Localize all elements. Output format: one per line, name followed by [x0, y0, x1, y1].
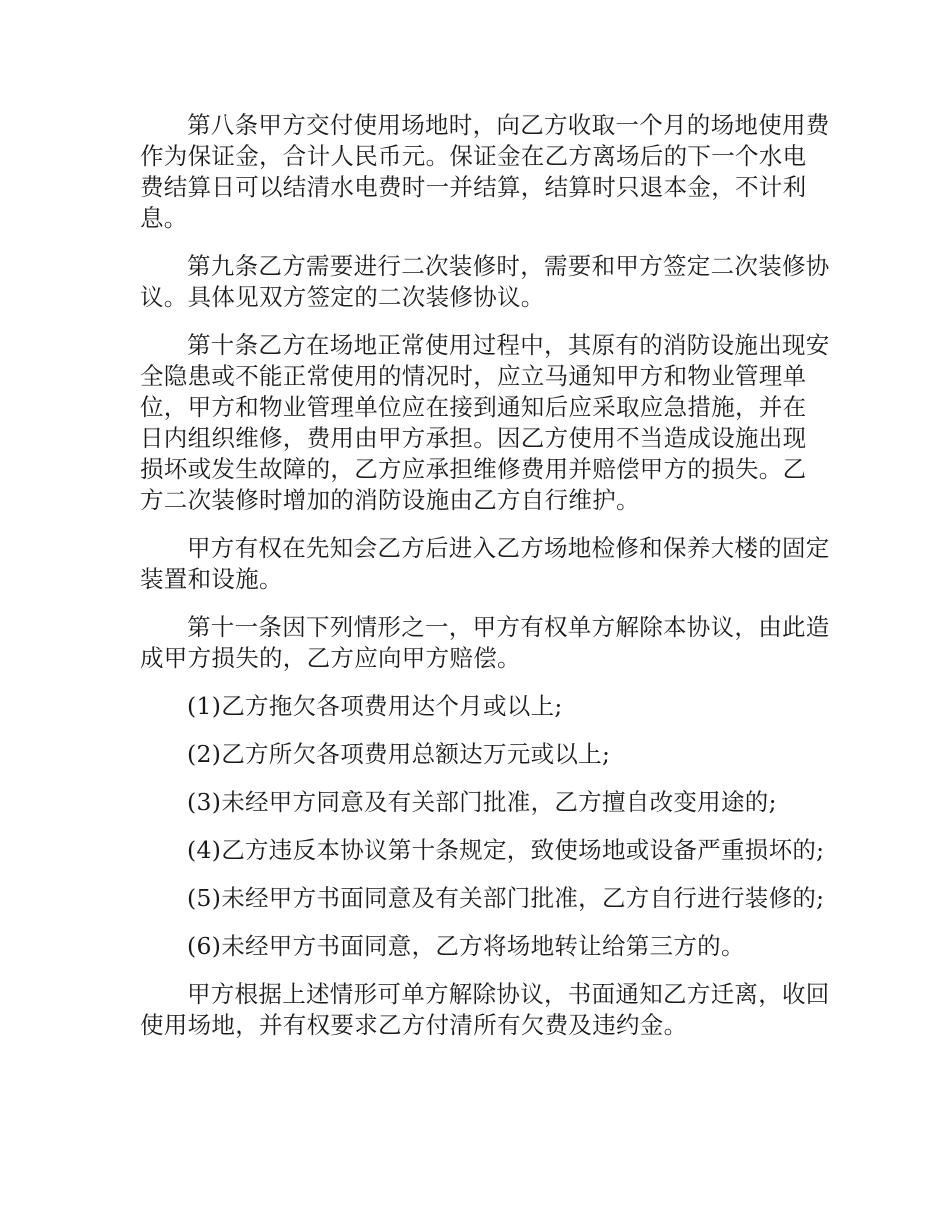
document-body — [140, 110, 830, 1058]
clause-item-5: (5)未经甲方书面同意及有关部门批准，乙方自行进行装修的; — [187, 884, 825, 912]
clause-item-3: (3)未经甲方同意及有关部门批准，乙方擅自改变用途的; — [187, 788, 777, 816]
clause-item-4: (4)乙方违反本协议第十条规定，致使场地或设备严重损坏的; — [187, 836, 825, 864]
article-8-paragraph: 第八条甲方交付使用场地时，向乙方收取一个月的场地使用费作为保证金，合计人民币元。保证金在乙方离场后的下一个水电费结算日可以结清水电费时一并结算，结算时只退本金，不计利息。 — [140, 111, 830, 232]
termination-paragraph: 甲方根据上述情形可单方解除协议，书面通知乙方迁离，收回使用场地，并有权要求乙方付清所有欠费及违约金。 — [140, 980, 830, 1039]
clause-item-2: (2)乙方所欠各项费用总额达万元或以上; — [187, 740, 611, 768]
article-9-paragraph: 第九条乙方需要进行二次装修时，需要和甲方签定二次装修协议。具体见双方签定的二次装修协议。 — [140, 252, 830, 311]
inspection-rights-paragraph: 甲方有权在先知会乙方后进入乙方场地检修和保养大楼的固定装置和设施。 — [140, 534, 830, 593]
article-11-paragraph: 第十一条因下列情形之一，甲方有权单方解除本协议，由此造成甲方损失的，乙方应向甲方赔偿。 — [140, 613, 830, 672]
clause-item-6: (6)未经甲方书面同意，乙方将场地转让给第三方的。 — [187, 932, 745, 960]
clause-item-1: (1)乙方拖欠各项费用达个月或以上; — [187, 692, 563, 720]
article-10-paragraph: 第十条乙方在场地正常使用过程中，其原有的消防设施出现安全隐患或不能正常使用的情况时，应立马通知甲方和物业管理单位，甲方和物业管理单位应在接到通知后应采取应急措施，并在日内组织维修，费用由甲方承担。因乙方使用不当造成设施出现损坏或发生故障的，乙方应承担维修费用并赔偿甲方的损失。乙方二次装修时增加的消防设施由乙方自行维护。 — [140, 331, 830, 514]
